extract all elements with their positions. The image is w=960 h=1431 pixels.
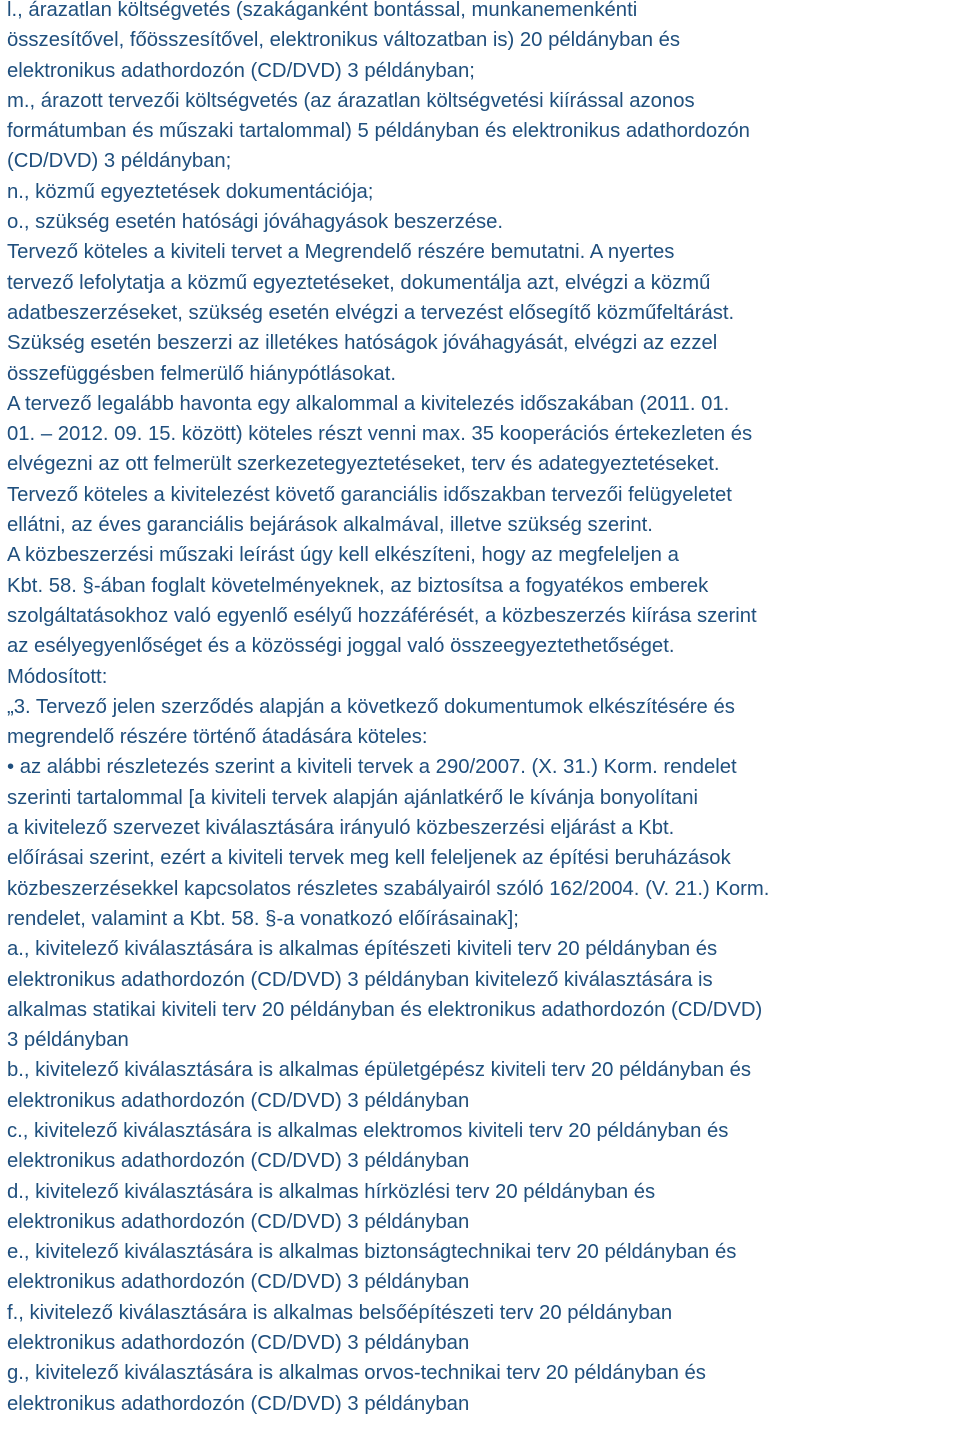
text-line: b., kivitelező kiválasztására is alkalmas épületgépész kiviteli terv 20 példányban és bbox=[7, 1059, 752, 1082]
text-line: m., árazott tervezői költségvetés (az árazatlan költségvetési kiírással azonos bbox=[7, 89, 695, 112]
text-line: d., kivitelező kiválasztására is alkalmas hírközlési terv 20 példányban és bbox=[7, 1180, 656, 1203]
text-line: összesítővel, főösszesítővel, elektronikus változatban is) 20 példányban és bbox=[7, 29, 681, 52]
text-line: A közbeszerzési műszaki leírást úgy kell elkészíteni, hogy az megfeleljen a bbox=[7, 544, 679, 567]
text-line: o., szükség esetén hatósági jóváhagyások beszerzése. bbox=[7, 211, 504, 234]
text-line: adatbeszerzéseket, szükség esetén elvégzi a tervezést elősegítő közműfeltárást. bbox=[7, 301, 735, 324]
text-line: ellátni, az éves garanciális bejárások alkalmával, illetve szükség szerint. bbox=[7, 514, 653, 537]
text-line: (CD/DVD) 3 példányban; bbox=[7, 150, 232, 173]
text-line: megrendelő részére történő átadására köteles: bbox=[7, 726, 428, 749]
text-line: közbeszerzésekkel kapcsolatos részletes szabályairól szóló 162/2004. (V. 21.) Korm. bbox=[7, 877, 770, 900]
text-line: Tervező köteles a kiviteli tervet a Megrendelő részére bemutatni. A nyertes bbox=[7, 241, 675, 264]
text-line: Szükség esetén beszerzi az illetékes hatóságok jóváhagyását, elvégzi az ezzel bbox=[7, 332, 718, 355]
text-line: elektronikus adathordozón (CD/DVD) 3 példányban kivitelező kiválasztására is bbox=[7, 968, 713, 991]
text-line: Módosított: bbox=[7, 665, 108, 688]
text-line: elektronikus adathordozón (CD/DVD) 3 példányban bbox=[7, 1392, 470, 1415]
text-line: szerinti tartalommal [a kiviteli tervek alapján ajánlatkérő le kívánja bonyolítani bbox=[7, 786, 699, 809]
text-line: elektronikus adathordozón (CD/DVD) 3 példányban bbox=[7, 1150, 470, 1173]
text-line: összefüggésben felmerülő hiánypótlásokat. bbox=[7, 362, 396, 385]
text-line: n., közmű egyeztetések dokumentációja; bbox=[7, 180, 374, 203]
text-line: elektronikus adathordozón (CD/DVD) 3 példányban; bbox=[7, 59, 475, 82]
text-line: e., kivitelező kiválasztására is alkalmas biztonságtechnikai terv 20 példányban és bbox=[7, 1241, 737, 1264]
text-line: • az alábbi részletezés szerint a kiviteli tervek a 290/2007. (X. 31.) Korm. rendelet bbox=[7, 756, 737, 779]
text-line: elektronikus adathordozón (CD/DVD) 3 példányban bbox=[7, 1271, 470, 1294]
text-line: a kivitelező szervezet kiválasztására irányuló közbeszerzési eljárást a Kbt. bbox=[7, 817, 675, 840]
text-line: A tervező legalább havonta egy alkalommal a kivitelezés időszakában (2011. 01. bbox=[7, 392, 730, 415]
text-line: szolgáltatásokhoz való egyenlő esélyű hozzáférését, a közbeszerzés kiírása szerint bbox=[7, 604, 757, 627]
text-line: alkalmas statikai kiviteli terv 20 példányban és elektronikus adathordozón (CD/DVD) bbox=[7, 998, 763, 1021]
text-line: a., kivitelező kiválasztására is alkalmas építészeti kiviteli terv 20 példányban és bbox=[7, 938, 718, 961]
text-line: elektronikus adathordozón (CD/DVD) 3 példányban bbox=[7, 1210, 470, 1233]
text-line: c., kivitelező kiválasztására is alkalmas elektromos kiviteli terv 20 példányban és bbox=[7, 1119, 729, 1142]
text-line: g., kivitelező kiválasztására is alkalmas orvos-technikai terv 20 példányban és bbox=[7, 1362, 706, 1385]
text-line: tervező lefolytatja a közmű egyeztetéseket, dokumentálja azt, elvégzi a közmű bbox=[7, 271, 711, 294]
text-line: f., kivitelező kiválasztására is alkalmas belsőépítészeti terv 20 példányban bbox=[7, 1301, 673, 1324]
text-line: Tervező köteles a kivitelezést követő garanciális időszakban tervezői felügyeletet bbox=[7, 483, 732, 506]
text-line: formátumban és műszaki tartalommal) 5 példányban és elektronikus adathordozón bbox=[7, 120, 750, 143]
text-line: l., árazatlan költségvetés (szakáganként bontással, munkanemenkénti bbox=[7, 0, 638, 21]
text-line: elvégezni az ott felmerült szerkezetegyeztetéseket, terv és adategyeztetéseket. bbox=[7, 453, 720, 476]
text-line: Kbt. 58. §-ában foglalt követelményeknek, az biztosítsa a fogyatékos emberek bbox=[7, 574, 709, 597]
text-line: elektronikus adathordozón (CD/DVD) 3 példányban bbox=[7, 1089, 470, 1112]
text-line: 3 példányban bbox=[7, 1029, 129, 1052]
text-line: 01. – 2012. 09. 15. között) köteles részt venni max. 35 kooperációs értekezleten és bbox=[7, 423, 753, 446]
text-line: rendelet, valamint a Kbt. 58. §-a vonatkozó előírásainak]; bbox=[7, 907, 519, 930]
text-line: előírásai szerint, ezért a kiviteli tervek meg kell feleljenek az építési beruházások bbox=[7, 847, 731, 870]
text-line: az esélyegyenlőséget és a közösségi joggal való összeegyeztethetőséget. bbox=[7, 635, 675, 658]
text-line: elektronikus adathordozón (CD/DVD) 3 példányban bbox=[7, 1332, 470, 1355]
text-line: „3. Tervező jelen szerződés alapján a következő dokumentumok elkészítésére és bbox=[7, 695, 735, 718]
